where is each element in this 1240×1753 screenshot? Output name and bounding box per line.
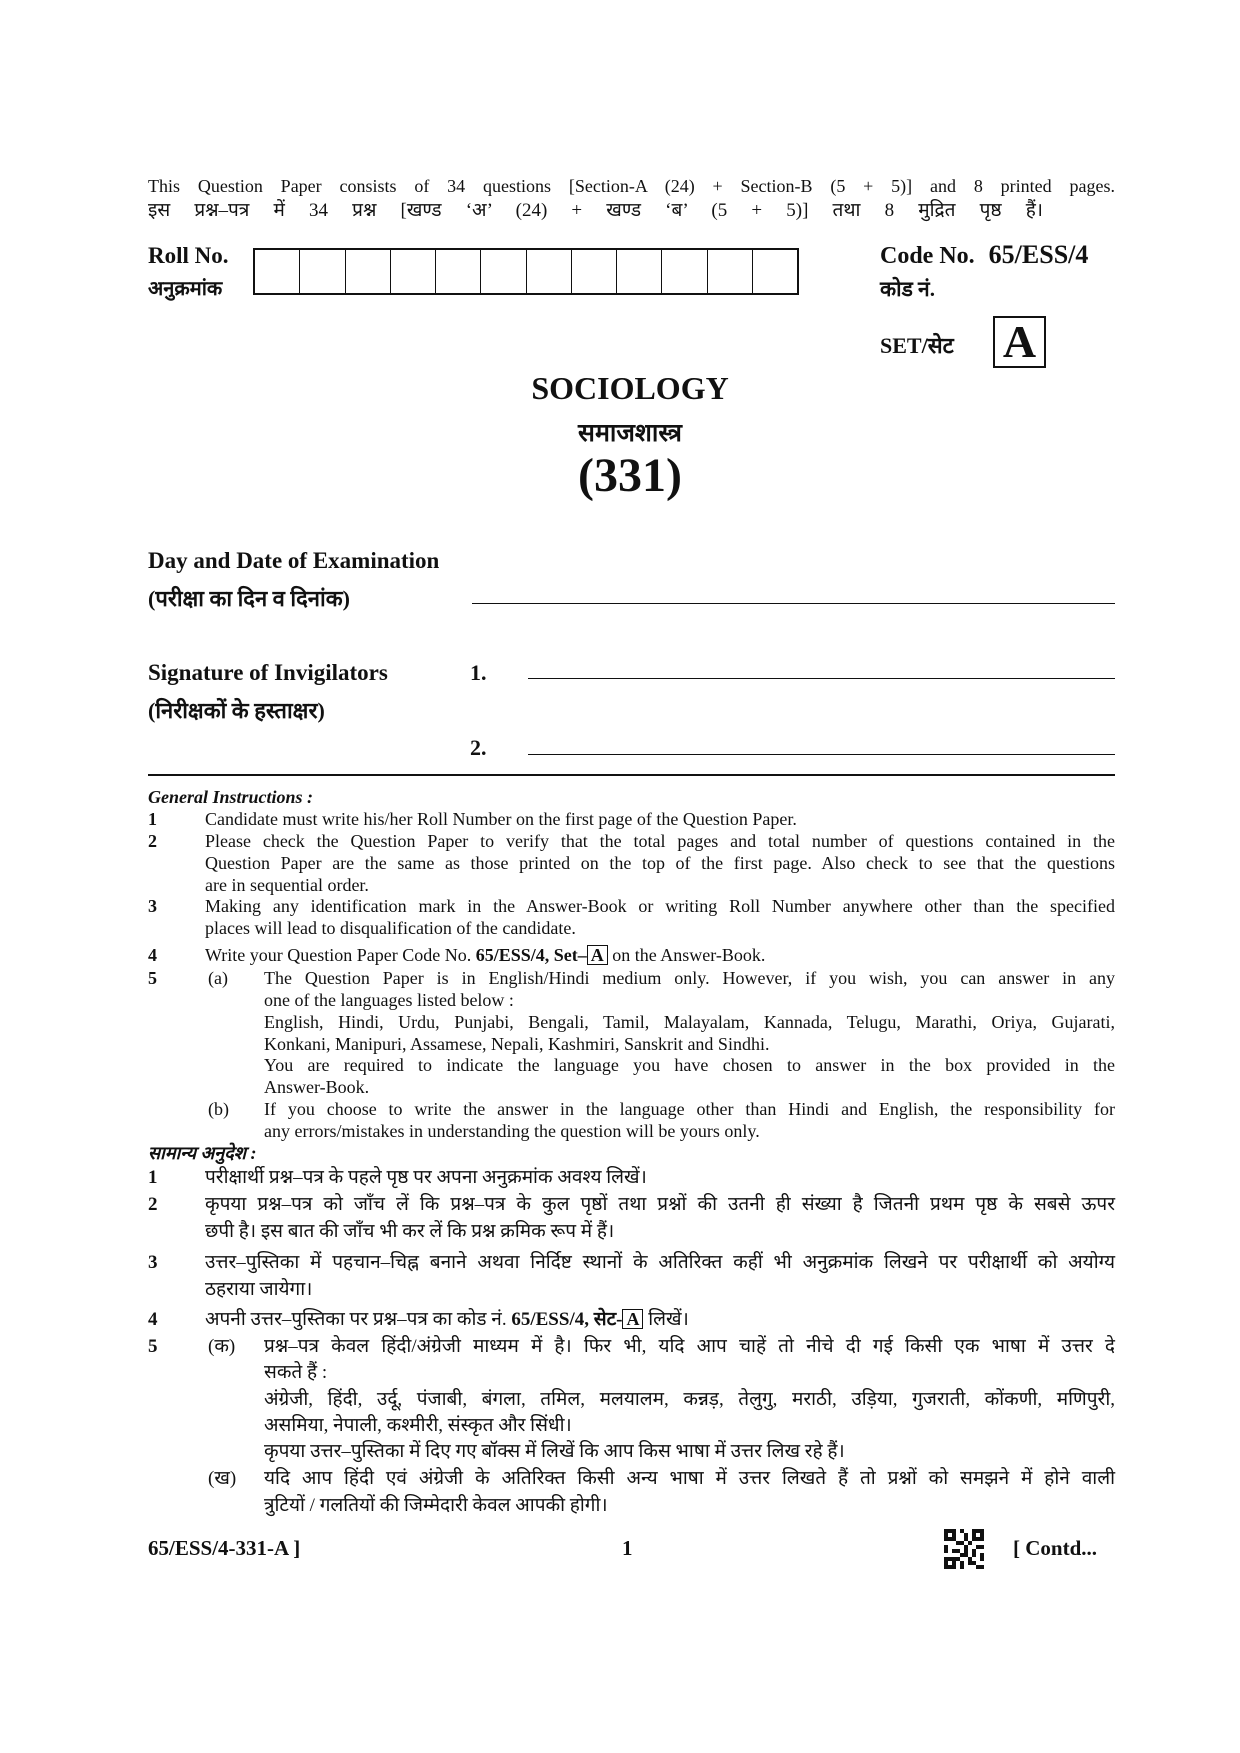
instruction-5a-line-1: The Question Paper is in English/Hindi medium only. However, if you wish, you can answer in any: [264, 968, 1115, 988]
instruction-4-number: 4: [148, 945, 157, 965]
code-label-english: [880, 240, 1088, 270]
instruction-2-line-2: Question Paper are the same as those printed on the top of the first page. Also check to see that the questions: [205, 853, 1115, 873]
instruction-5a-line-4: Konkani, Manipuri, Assamese, Nepali, Kashmiri, Sanskrit and Sindhi.: [264, 1034, 770, 1054]
signature-number-2: 2.: [470, 735, 487, 760]
instruction-5-number: 5: [148, 968, 157, 988]
roll-digit-box[interactable]: [527, 250, 572, 293]
roll-digit-box[interactable]: [617, 250, 662, 293]
hindi-instruction-1-text: परीक्षार्थी प्रश्न–पत्र के पहले पृष्ठ पर अपना अनुक्रमांक अवश्य लिखें।: [205, 1167, 647, 1188]
roll-digit-box[interactable]: [346, 250, 391, 293]
instruction-1-text: Candidate must write his/her Roll Number on the first page of the Question Paper.: [205, 809, 797, 829]
hindi-instruction-5b-line-2: त्रुटियों / गलतियों की जिम्मेदारी केवल आपकी होगी।: [264, 1495, 608, 1516]
instruction-5a-line-6: Answer-Book.: [264, 1077, 370, 1097]
subject-title-hindi: समाजशास्त्र: [578, 420, 682, 447]
hindi-instruction-4-set-box: A: [622, 1309, 643, 1329]
roll-label-hindi: अनुक्रमांक: [148, 278, 223, 300]
invigilator-signature-label-hindi: (निरीक्षकों के हस्ताक्षर): [148, 698, 325, 723]
instruction-5b-line-1: If you choose to write the answer in the language other than Hindi and English, the responsibility for: [264, 1099, 1115, 1119]
invigilator-signature-label-english: Signature of Invigilators: [148, 660, 388, 685]
hindi-instruction-2-line-1: कृपया प्रश्न–पत्र को जाँच लें कि प्रश्न–पत्र के कुल पृष्ठों तथा प्रश्नों की उतनी ही संख्या है जितनी प्रथम पृष्ठ के सबसे ऊपर: [205, 1194, 1115, 1215]
roll-digit-box[interactable]: [255, 250, 300, 293]
roll-number-boxes[interactable]: [253, 248, 799, 295]
hindi-instruction-5a-line-1: प्रश्न–पत्र केवल हिंदी/अंग्रेजी माध्यम में है। फिर भी, यदि आप चाहें तो नीचे दी गई किसी एक भाषा में उत्तर दे: [264, 1336, 1115, 1357]
signature-number-1: 1.: [470, 660, 487, 685]
hindi-instruction-5a-line-5: कृपया उत्तर–पुस्तिका में दिए गए बॉक्स में लिखें कि आप किस भाषा में उत्तर लिख रहे हैं।: [264, 1441, 845, 1462]
roll-label-english: Roll No.: [148, 243, 229, 268]
qr-code-icon: [944, 1529, 984, 1569]
paper-consists-hindi: इस प्रश्न–पत्र में 34 प्रश्न [खण्ड ‘अ’ (24) + खण्ड ‘ब’ (5 + 5)] तथा 8 मुद्रित पृष्ठ हैं।: [148, 200, 1043, 221]
hindi-instruction-2-line-2: छपी है। इस बात की जाँच भी कर लें कि प्रश्न क्रमिक रूप में हैं।: [205, 1221, 615, 1242]
section-divider: [148, 774, 1115, 776]
instruction-4-prefix: Write your Question Paper Code No.: [205, 945, 472, 965]
instruction-5b-label: (b): [208, 1099, 229, 1119]
instruction-2-number: 2: [148, 831, 157, 851]
hindi-instruction-4-text: [205, 1308, 1115, 1332]
signature-line-2[interactable]: [528, 754, 1115, 755]
code-number: 65/ESS/4: [988, 240, 1089, 269]
instruction-4-set-box: A: [587, 945, 608, 965]
roll-digit-box[interactable]: [300, 250, 345, 293]
roll-digit-box[interactable]: [708, 250, 753, 293]
roll-digit-box[interactable]: [481, 250, 526, 293]
hindi-instruction-5a-line-3: अंग्रेजी, हिंदी, उर्दू, पंजाबी, बंगला, तमिल, मलयालम, कन्नड़, तेलुगु, मराठी, उड़िया, गुजराती, कोंकणी, मणिपुरी,: [264, 1389, 1115, 1410]
paper-consists-english: This Question Paper consists of 34 questions [Section-A (24) + Section-B (5 + 5)] and 8 printed pages.: [148, 176, 1115, 196]
hindi-instruction-3-number: 3: [148, 1252, 158, 1273]
footer-paper-code: 65/ESS/4-331-A ]: [148, 1536, 301, 1560]
exam-date-line[interactable]: [472, 603, 1115, 604]
hindi-instruction-4-prefix: अपनी उत्तर–पुस्तिका पर प्रश्न–पत्र का कोड नं.: [205, 1309, 507, 1330]
instruction-5a-line-5: You are required to indicate the language you have chosen to answer in the box provided in the: [264, 1055, 1115, 1075]
instruction-5a-label: (a): [208, 968, 228, 988]
instruction-4-text: [205, 944, 1115, 966]
roll-digit-box[interactable]: [572, 250, 617, 293]
roll-digit-box[interactable]: [753, 250, 797, 293]
exam-date-label-hindi: (परीक्षा का दिन व दिनांक): [148, 586, 350, 611]
hindi-instruction-1-number: 1: [148, 1167, 158, 1188]
exam-date-label-english: Day and Date of Examination: [148, 548, 440, 573]
hindi-instruction-5b-label: (ख): [208, 1468, 237, 1489]
footer-continued: [ Contd...: [1013, 1536, 1098, 1560]
hindi-instruction-3-line-1: उत्तर–पुस्तिका में पहचान–चिह्न बनाने अथवा निर्दिष्ट स्थानों के अतिरिक्त कहीं भी अनुक्रमांक लिखने पर परीक्षार्थी को अयोग्य: [205, 1252, 1115, 1273]
hindi-instruction-2-number: 2: [148, 1194, 158, 1215]
subject-title-english: SOCIOLOGY: [531, 370, 729, 406]
footer-page-number: 1: [622, 1536, 633, 1560]
hindi-instruction-4-number: 4: [148, 1309, 158, 1330]
signature-line-1[interactable]: [528, 678, 1115, 679]
instruction-2-line-3: are in sequential order.: [205, 875, 369, 895]
set-label: SET/सेट: [880, 333, 954, 358]
hindi-instruction-5-number: 5: [148, 1336, 158, 1357]
instruction-5a-line-3: English, Hindi, Urdu, Punjabi, Bengali, Tamil, Malayalam, Kannada, Telugu, Marathi, Oriya, Gujarati,: [264, 1012, 1115, 1032]
instruction-1-number: 1: [148, 809, 157, 829]
instruction-5b-line-2: any errors/mistakes in understanding the question will be yours only.: [264, 1121, 760, 1141]
hindi-instruction-5b-line-1: यदि आप हिंदी एवं अंग्रेजी के अतिरिक्त किसी अन्य भाषा में उत्तर लिखते हैं तो प्रश्नों को समझने में होने वाली: [264, 1468, 1115, 1489]
hindi-instruction-4-suffix: लिखें।: [648, 1309, 689, 1330]
hindi-instruction-5a-line-2: सकते हैं :: [264, 1362, 328, 1383]
roll-digit-box[interactable]: [436, 250, 481, 293]
hindi-instruction-4-code: 65/ESS/4, सेट-: [511, 1309, 623, 1330]
code-label: Code No.: [880, 243, 975, 269]
instruction-3-line-2: places will lead to disqualification of the candidate.: [205, 918, 576, 938]
roll-digit-box[interactable]: [662, 250, 707, 293]
instruction-3-number: 3: [148, 896, 157, 916]
hindi-instructions-heading: सामान्य अनुदेश :: [148, 1143, 257, 1163]
instruction-2-line-1: Please check the Question Paper to verify that the total pages and total number of questions contained in the: [205, 831, 1115, 851]
instruction-3-line-1: Making any identification mark in the Answer-Book or writing Roll Number anywhere other than the specified: [205, 896, 1115, 916]
instruction-4-code: 65/ESS/4, Set–: [475, 945, 587, 965]
set-box: A: [993, 316, 1046, 368]
code-label-hindi: कोड नं.: [880, 277, 935, 301]
roll-digit-box[interactable]: [391, 250, 436, 293]
instruction-4-suffix: on the Answer-Book.: [612, 945, 766, 965]
hindi-instruction-3-line-2: ठहराया जायेगा।: [205, 1279, 313, 1300]
hindi-instruction-5a-label: (क): [208, 1336, 236, 1357]
subject-code: (331): [578, 449, 682, 502]
hindi-instruction-5a-line-4: असमिया, नेपाली, कश्मीरी, संस्कृत और सिंधी।: [264, 1415, 572, 1436]
instruction-5a-line-2: one of the languages listed below :: [264, 990, 514, 1010]
general-instructions-heading: General Instructions :: [148, 787, 314, 807]
